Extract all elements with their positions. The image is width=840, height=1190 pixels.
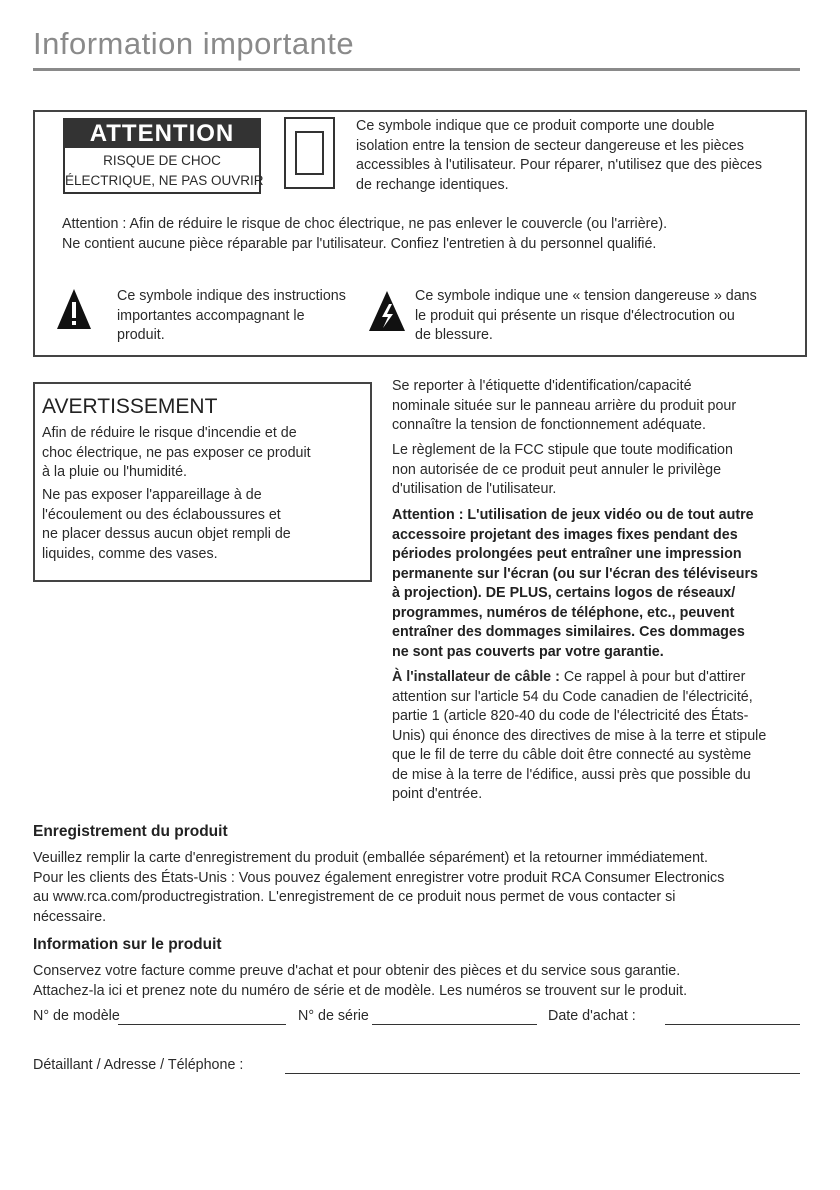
text-line: connaître la tension de fonctionnement adéquate. <box>392 417 706 433</box>
rating-label-text <box>392 377 736 436</box>
text-line: Ce symbole indique que ce produit comporte une double <box>356 118 715 134</box>
text-line: l'écoulement ou des éclaboussures et <box>42 506 281 523</box>
serial-label: N° de série <box>298 1008 369 1024</box>
purchase-date-field[interactable] <box>665 1024 800 1025</box>
text-line: RISQUE DE CHOC <box>103 153 221 168</box>
text-line: Afin de réduire le risque d'incendie et de <box>42 425 297 441</box>
text-line: Ne contient aucune pièce réparable par l'utilisateur. Confiez l'entretien à du personnel qualifié. <box>62 235 657 252</box>
text-line: le produit qui présente un risque d'électrocution ou <box>415 307 735 324</box>
text-line: accessibles à l'utilisateur. Pour réparer, n'utilisez que des pièces <box>356 157 762 173</box>
exclamation-text <box>117 287 346 346</box>
text-line: choc électrique, ne pas exposer ce produit <box>42 444 311 461</box>
double-insulation-icon <box>284 117 335 189</box>
text-line: Ne pas exposer l'appareillage à de <box>42 487 262 503</box>
fcc-text <box>392 441 733 500</box>
product-info-text <box>33 962 687 1001</box>
caution-text <box>62 215 667 254</box>
text-line: Veuillez remplir la carte d'enregistrement du produit (emballée séparément) et la retourner immédiatement. <box>33 850 709 866</box>
text-line: partie 1 (article 820-40 du code de l'électricité des États- <box>392 708 749 724</box>
text-line: Le règlement de la FCC stipule que toute modification <box>392 442 733 458</box>
text-line: à projection). DE PLUS, certains logos de réseaux/ <box>392 585 736 601</box>
text-line: programmes, numéros de téléphone, etc., peuvent <box>392 604 735 621</box>
avertissement-title: AVERTISSEMENT <box>42 395 218 418</box>
avertissement-p2 <box>42 486 291 564</box>
exclamation-warning-icon <box>56 288 92 330</box>
text-line: ne sont pas couverts par votre garantie. <box>392 643 664 660</box>
retailer-field[interactable] <box>285 1073 800 1074</box>
cable-installer-first-line <box>392 668 745 688</box>
text-line: à la pluie ou l'humidité. <box>42 464 187 480</box>
text-line: de rechange identiques. <box>356 176 509 193</box>
retailer-label: Détaillant / Adresse / Téléphone : <box>33 1057 244 1073</box>
text-line: ÉLECTRIQUE, NE PAS OUVRIR <box>65 172 264 188</box>
text-line: accessoire projetant des images fixes pendant des <box>392 526 738 543</box>
lightning-text <box>415 287 757 346</box>
text-line: que le fil de terre du câble doit être connecté au système <box>392 747 752 763</box>
text-line: Attention : Afin de réduire le risque de choc électrique, ne pas enlever le couvercle (ou l'arrière). <box>62 216 668 232</box>
text-line: au www.rca.com/productregistration. L'enregistrement de ce produit nous permet de vous contacter si <box>33 889 676 905</box>
text-line: nominale située sur le panneau arrière du produit pour <box>392 397 737 414</box>
title-rule <box>33 68 800 71</box>
text-line: Attachez-la ici et prenez note du numéro de série et de modèle. Les numéros se trouvent sur le produit. <box>33 982 688 999</box>
model-label: N° de modèle <box>33 1008 120 1024</box>
text-line: périodes prolongées peut entraîner une impression <box>392 546 742 562</box>
text-line: Conservez votre facture comme preuve d'achat et pour obtenir des pièces et du service sous garantie. <box>33 963 681 979</box>
text-line: de mise à la terre de l'édifice, aussi près que possible du <box>392 766 751 783</box>
cable-installer-text <box>392 688 766 805</box>
text-line: de blessure. <box>415 327 493 343</box>
text-line: Ce symbole indique une « tension dangereuse » dans <box>415 288 757 304</box>
text-line: produit. <box>117 327 165 343</box>
serial-field[interactable] <box>372 1024 537 1025</box>
text-line: permanente sur l'écran (ou sur l'écran des téléviseurs <box>392 565 758 582</box>
text-line: Ce symbole indique des instructions <box>117 288 346 304</box>
registration-text <box>33 849 724 927</box>
page-title: Information importante <box>33 26 355 61</box>
text-line: attention sur l'article 54 du Code canadien de l'électricité, <box>392 688 753 705</box>
text-line: point d'entrée. <box>392 786 483 802</box>
attention-subtext <box>65 151 264 190</box>
text-line: liquides, comme des vases. <box>42 545 218 562</box>
attention-heading: ATTENTION <box>65 120 259 148</box>
text-line: ne placer dessus aucun objet rempli de <box>42 526 291 542</box>
text-line: d'utilisation de l'utilisateur. <box>392 481 557 497</box>
cable-installer-lead: À l'installateur de câble : <box>392 669 560 685</box>
text-line: isolation entre la tension de secteur dangereuse et les pièces <box>356 137 744 154</box>
cable-installer-first-rest: Ce rappel à pour but d'attirer <box>559 669 746 685</box>
text-line: importantes accompagnant le <box>117 307 305 324</box>
text-line: nécessaire. <box>33 908 107 925</box>
attention-label <box>63 118 264 194</box>
text-line: Attention : L'utilisation de jeux vidéo ou de tout autre <box>392 507 754 523</box>
text-line: Pour les clients des États-Unis : Vous pouvez également enregistrer votre produit RCA Consumer Electronics <box>33 869 725 886</box>
text-line: non autorisée de ce produit peut annuler le privilège <box>392 461 722 478</box>
double-insulation-text <box>356 117 762 195</box>
lightning-warning-icon <box>368 290 406 332</box>
purchase-date-label: Date d'achat : <box>548 1008 636 1024</box>
burn-in-warning <box>392 506 758 662</box>
text-line: Se reporter à l'étiquette d'identification/capacité <box>392 378 692 394</box>
product-info-heading: Information sur le produit <box>33 936 222 953</box>
avertissement-p1 <box>42 424 311 483</box>
model-field[interactable] <box>118 1024 286 1025</box>
text-line: Unis) qui énonce des directives de mise à la terre et stipule <box>392 727 767 744</box>
registration-heading: Enregistrement du produit <box>33 823 228 840</box>
text-line: entraîner des dommages similaires. Ces dommages <box>392 624 745 640</box>
